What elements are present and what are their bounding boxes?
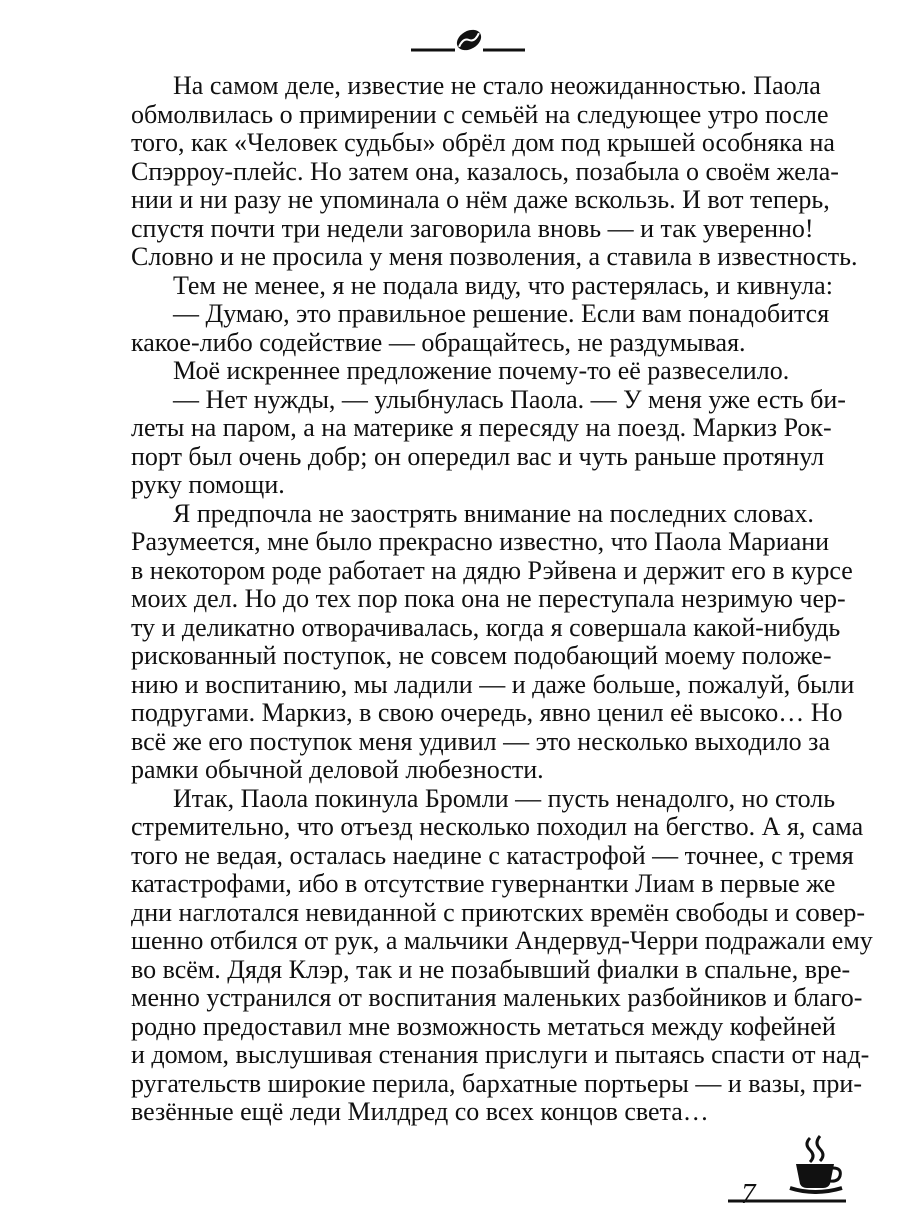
- text-line: того не ведая, осталась наедине с катастрофой — точнее, с тремя: [131, 840, 854, 870]
- text-line: катастрофами, ибо в отсутствие гувернантки Лиам в первые же: [131, 869, 836, 898]
- text-line: всё же его поступок меня удивил — это несколько выходило за: [131, 726, 830, 756]
- text-line: Я предпочла не заострять внимание на последних словах.: [173, 498, 814, 528]
- text-line: рамки обычной деловой любезности.: [131, 755, 544, 784]
- text-line: Итак, Паола покинула Бромли — пусть ненадолго, но столь: [173, 783, 836, 813]
- text-line: шенно отбился от рук, а мальчики Андервуд-Черри подражали ему: [131, 926, 873, 955]
- page-number: 7: [741, 1178, 756, 1210]
- text-line: руку помощи.: [131, 470, 285, 499]
- text-line: подругами. Маркиз, в свою очередь, явно ценил её высоко… Но: [131, 698, 843, 727]
- text-line: обмолвилась о примирении с семьёй на следующее утро после: [131, 99, 829, 129]
- text-line: стремительно, что отъезд несколько походил на бегство. А я, сама: [131, 812, 864, 841]
- text-line: нию и воспитанию, мы ладили — и даже больше, пожалуй, были: [131, 669, 855, 699]
- text-line: спустя почти три недели заговорила вновь — и так уверенно!: [131, 213, 814, 243]
- text-line: моих дел. Но до тех пор пока она не переступала незримую чер-: [131, 584, 846, 613]
- text-line: Словно и не просила у меня позволения, а ставила в известность.: [131, 242, 858, 271]
- text-line: какое-либо содействие — обращайтесь, не раздумывая.: [131, 327, 746, 357]
- text-line: Моё искреннее предложение почему-то её развеселило.: [173, 356, 790, 385]
- header-ornament: [0, 26, 900, 62]
- text-line: Разумеется, мне было прекрасно известно, что Паола Мариани: [131, 527, 830, 556]
- footer-rule: [728, 1198, 848, 1204]
- text-line: в некотором роде работает на дядю Рэйвена и держит его в курсе: [131, 555, 853, 585]
- text-line: нии и ни разу не упоминала о нём даже вскользь. И вот теперь,: [131, 185, 830, 214]
- text-line: рискованный поступок, не совсем подобающий моему положе-: [131, 641, 832, 670]
- coffee-cup-icon: [788, 1134, 844, 1194]
- text-line: ругательств широкие перила, бархатные портьеры — и вазы, при-: [131, 1068, 862, 1098]
- text-line: и домом, выслушивая стенания прислуги и пытаясь спасти от над-: [131, 1040, 870, 1069]
- text-line: порт был очень добр; он опередил вас и чуть раньше протянул: [131, 441, 825, 471]
- coffee-bean-icon: [453, 26, 485, 54]
- page-body-text: [131, 71, 873, 1127]
- text-line: Спэрроу-плейс. Но затем она, казалось, позабыла о своём жела-: [131, 156, 839, 186]
- text-line: На самом деле, известие не стало неожиданностью. Паола: [173, 71, 821, 100]
- text-line: — Думаю, это правильное решение. Если вам понадобится: [173, 299, 830, 328]
- text-line: того, как «Человек судьбы» обрёл дом под крышей особняка на: [131, 128, 835, 157]
- text-line: дни наглотался невиданной с приютских времён свободы и совер-: [131, 897, 866, 927]
- text-line: — Нет нужды, — улыбнулась Паола. — У меня уже есть би-: [173, 384, 846, 414]
- text-line: леты на паром, а на материке я пересяду на поезд. Маркиз Рок-: [131, 413, 832, 442]
- text-line: во всём. Дядя Клэр, так и не позабывший фиалки в спальне, вре-: [131, 954, 851, 984]
- text-line: родно предоставил мне возможность метаться между кофейней: [131, 1011, 836, 1041]
- text-line: менно устранился от воспитания маленьких разбойников и благо-: [131, 983, 863, 1012]
- text-line: ту и деликатно отворачивалась, когда я совершала какой-нибудь: [131, 612, 841, 642]
- text-line: везённые ещё леди Милдред со всех концов света…: [131, 1097, 709, 1126]
- text-line: Тем не менее, я не подала виду, что растерялась, и кивнула:: [173, 270, 833, 300]
